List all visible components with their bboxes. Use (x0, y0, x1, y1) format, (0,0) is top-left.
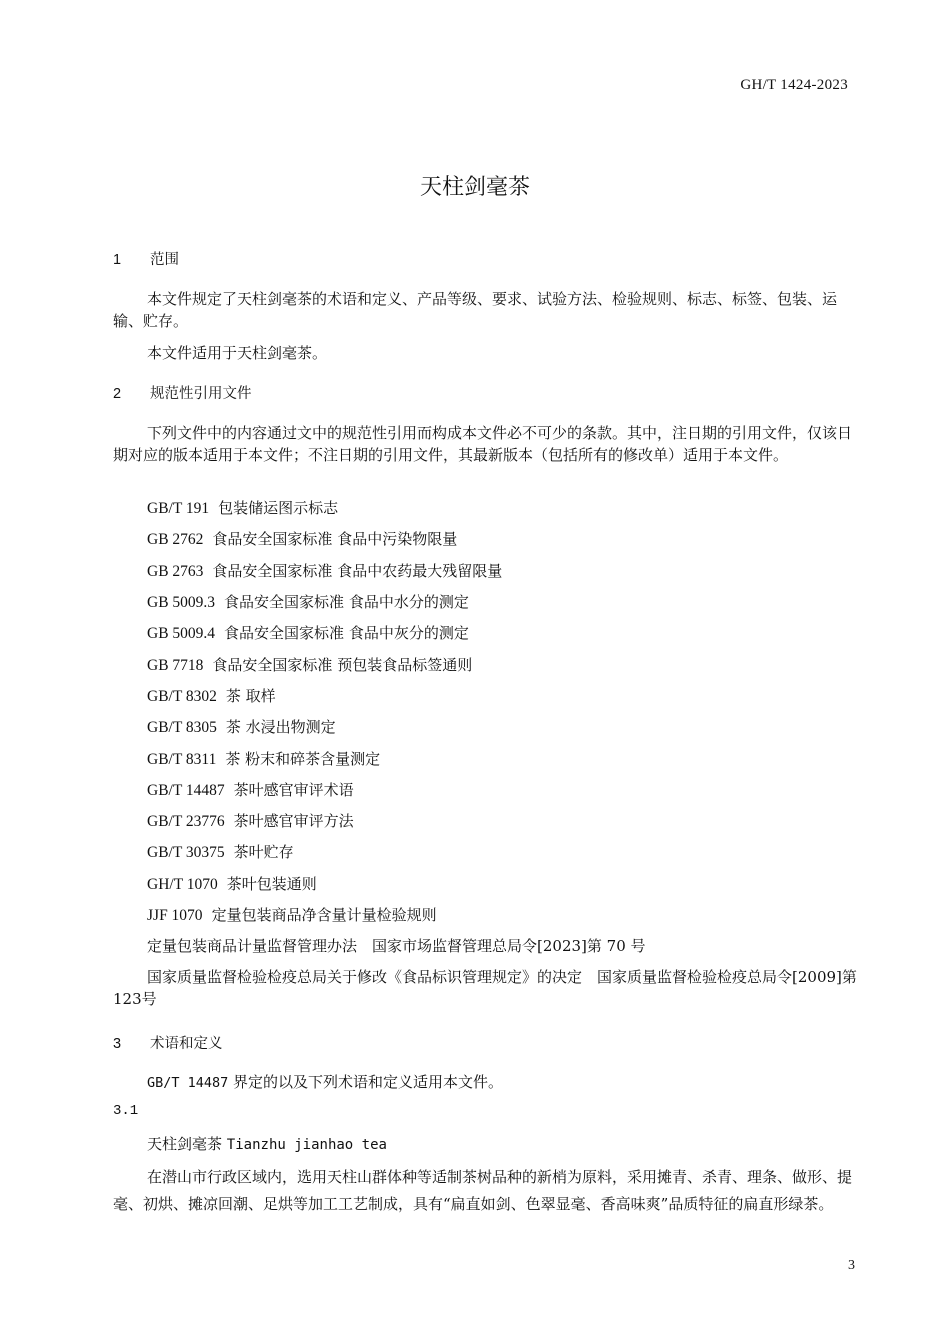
scope-paragraph-1: 本文件规定了天柱剑毫茶的术语和定义、产品等级、要求、试验方法、检验规则、标志、标签、包装、运输、贮存。 (113, 290, 838, 330)
scope-paragraph-2: 本文件适用于天柱剑毫茶。 (147, 344, 328, 362)
document-title: 天柱剑毫茶 (419, 175, 530, 200)
reference-item: GB/T 14487 茶叶感官审评术语 (147, 781, 354, 799)
section-title: 范围 (150, 252, 179, 268)
section-title: 术语和定义 (150, 1036, 223, 1052)
section-number: 1 (113, 252, 122, 268)
reference-item-decision: 国家质量监督检验检疫总局关于修改《食品标识管理规定》的决定 国家质量监督检验检疫总局令[2009]第123号 (113, 968, 857, 1008)
reference-item: GB 2763 食品安全国家标准 食品中农药最大残留限量 (147, 562, 503, 580)
term-number: 3.1 (113, 1103, 139, 1119)
reference-item: GB 2762 食品安全国家标准 食品中污染物限量 (147, 530, 458, 548)
section-1-heading (113, 248, 179, 269)
reference-item: GB/T 23776 茶叶感官审评方法 (147, 812, 354, 830)
reference-item: GB 5009.4 食品安全国家标准 食品中灰分的测定 (147, 624, 469, 642)
page-number: 3 (848, 1258, 855, 1273)
section-number: 2 (113, 386, 122, 402)
term-definition: 在潜山市行政区域内，选用天柱山群体种等适制茶树品种的新梢为原料，采用摊青、杀青、理条、做形、提毫、初烘、摊凉回潮、足烘等加工工艺制成，具有“扁直如剑、色翠显毫、香高味爽”品质特征的扁直形绿茶。 (113, 1168, 853, 1213)
reference-item: JJF 1070 定量包装商品净含量计量检验规则 (147, 906, 437, 924)
section-2-heading (113, 382, 252, 403)
section-3-heading (113, 1032, 223, 1053)
reference-item-regulation: 定量包装商品计量监督管理办法 国家市场监督管理总局令[2023]第 70 号 (147, 937, 646, 955)
section-number: 3 (113, 1036, 122, 1052)
reference-item: GB 7718 食品安全国家标准 预包装食品标签通则 (147, 656, 473, 674)
reference-item: GB/T 8302 茶 取样 (147, 687, 276, 705)
section-title: 规范性引用文件 (150, 386, 252, 402)
reference-item: GB/T 30375 茶叶贮存 (147, 843, 294, 861)
references-intro-paragraph: 下列文件中的内容通过文中的规范性引用而构成本文件必不可少的条款。其中，注日期的引用文件，仅该日期对应的版本适用于本文件；不注日期的引用文件，其最新版本（包括所有的修改单）适用于本文件。 (113, 424, 853, 464)
reference-item: GH/T 1070 茶叶包装通则 (147, 875, 317, 893)
reference-item: GB/T 191 包装储运图示标志 (147, 499, 339, 517)
reference-item: GB 5009.3 食品安全国家标准 食品中水分的测定 (147, 593, 469, 611)
reference-item: GB/T 8305 茶 水浸出物测定 (147, 718, 336, 736)
reference-item: GB/T 8311 茶 粉末和碎茶含量测定 (147, 750, 381, 768)
standard-code: GH/T 1424-2023 (740, 77, 848, 93)
term-heading: 天柱剑毫茶 Tianzhu jianhao tea (147, 1135, 387, 1153)
terms-intro-paragraph: GB/T 14487 界定的以及下列术语和定义适用本文件。 (147, 1073, 504, 1091)
